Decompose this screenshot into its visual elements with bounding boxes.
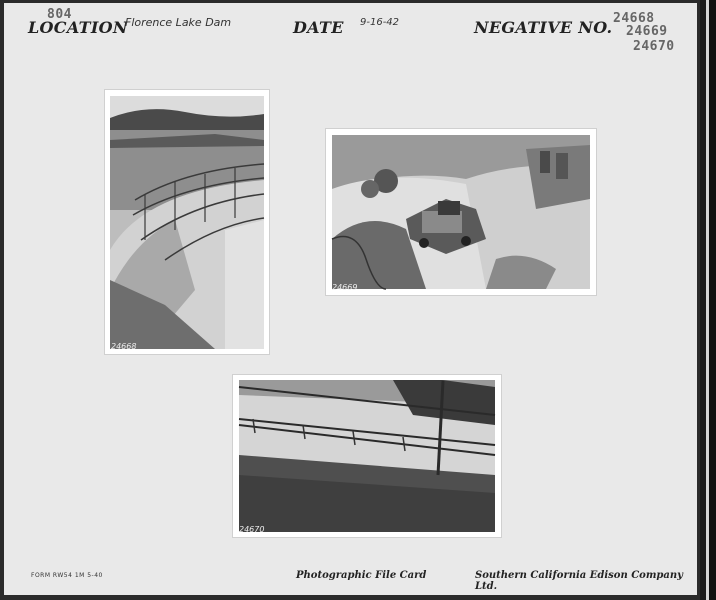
- scan-edge: [700, 0, 716, 600]
- photo-construction-site-image: [326, 129, 596, 295]
- photo-number-24669: 24669: [332, 283, 358, 292]
- company-name: Southern California Edison Company Ltd.: [475, 570, 683, 592]
- photo-number-24668: 24668: [111, 342, 137, 351]
- negative-number-1: 24668: [613, 11, 655, 26]
- photo-dam-railing: [105, 90, 269, 354]
- photo-railing-wall: [233, 375, 501, 537]
- location-label: LOCATION: [28, 18, 128, 37]
- negative-number-2: 24669: [626, 24, 668, 39]
- photo-railing-wall-image: [233, 375, 501, 537]
- form-code: FORM RW54 1M 5-40: [31, 572, 103, 579]
- location-value: Florence Lake Dam: [125, 16, 232, 29]
- photographic-file-card: [4, 3, 697, 595]
- photo-dam-railing-image: [105, 90, 269, 354]
- card-number: 804: [47, 7, 72, 22]
- photo-construction-site: [326, 129, 596, 295]
- card-title: Photographic File Card: [296, 570, 427, 581]
- date-value: 9-16-42: [360, 17, 400, 28]
- date-label: DATE: [293, 18, 344, 37]
- negative-number-3: 24670: [633, 39, 675, 54]
- photo-number-24670: 24670: [239, 525, 265, 534]
- negative-label: NEGATIVE NO.: [474, 18, 613, 37]
